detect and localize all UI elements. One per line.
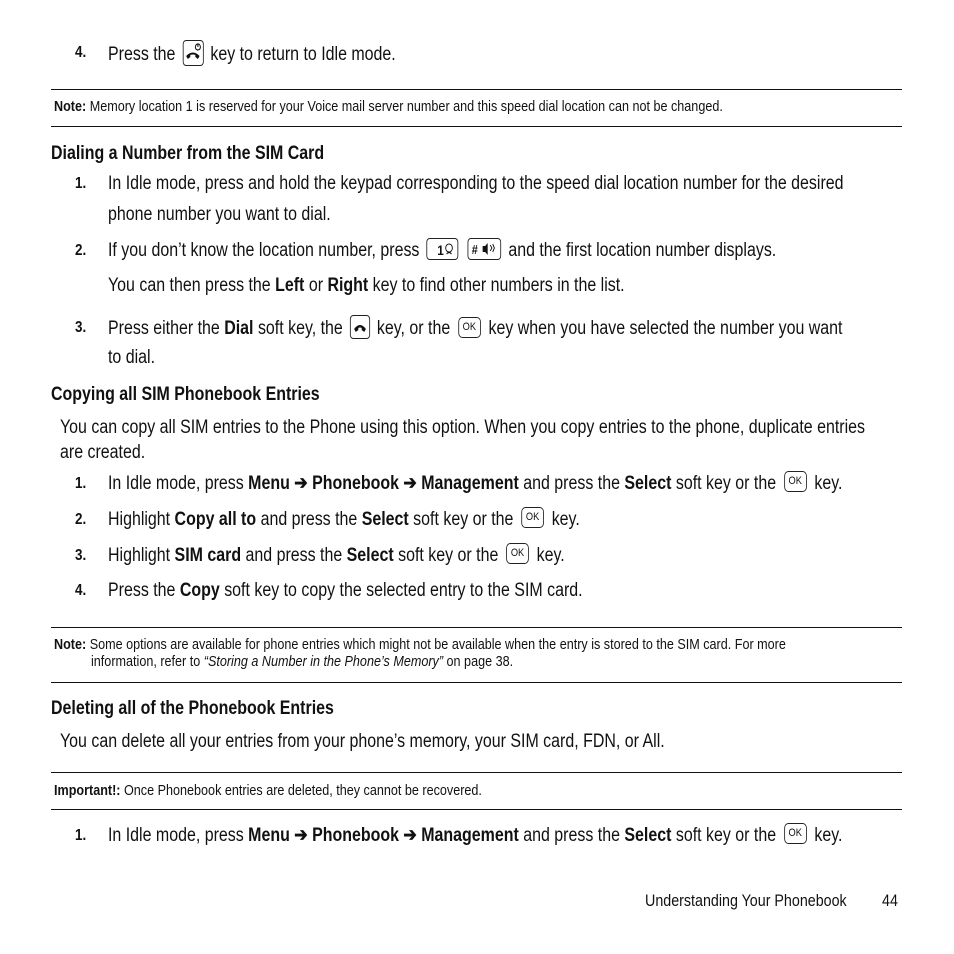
send-key-icon — [350, 315, 370, 339]
step-text: In Idle mode, press Menu ➔ Phonebook ➔ Management and press the Select soft key or the OK key. — [108, 473, 843, 494]
section-intro: You can copy all SIM entries to the Phone using this option. When you copy entries to the phone, duplicate entries — [60, 417, 866, 438]
step-number: 3. — [75, 547, 87, 564]
page-reference-link: “Storing a Number in the Phone’s Memory” — [203, 653, 444, 670]
divider — [51, 627, 902, 628]
one-key-icon — [426, 238, 458, 260]
step-text: In Idle mode, press and hold the keypad corresponding to the speed dial location number for the desired — [108, 173, 844, 194]
step-text: Press the Copy soft key to copy the selected entry to the SIM card. — [108, 580, 583, 601]
divider — [51, 772, 902, 773]
page-number: 44 — [882, 891, 898, 910]
ok-key-icon: OK — [458, 317, 481, 338]
step-text: phone number you want to dial. — [108, 204, 331, 225]
step-number: 2. — [75, 242, 87, 259]
divider — [51, 126, 902, 127]
step-number: 1. — [75, 175, 87, 192]
step-text: Press either the Dial soft key, the key, or the OK key when you have selected the number you want — [108, 317, 954, 341]
step-text: Press the key to return to Idle mode. — [108, 42, 451, 68]
note-sim-options-continued: information, refer to “Storing a Number in the Phone’s Memory” on page 38. — [91, 653, 514, 670]
ok-key-icon: OK — [784, 823, 807, 844]
divider — [51, 682, 902, 683]
step-number: 3. — [75, 319, 87, 336]
svg-text:1: 1 — [437, 242, 444, 259]
step-text: Highlight Copy all to and press the Select soft key or the OK key. — [108, 509, 580, 530]
section-heading: Deleting all of the Phonebook Entries — [51, 698, 334, 719]
ok-key-icon: OK — [521, 507, 544, 528]
svg-text:#: # — [471, 242, 479, 258]
hash-key-icon — [468, 238, 502, 260]
end-key-icon — [182, 40, 203, 66]
ok-key-icon: OK — [784, 471, 807, 492]
step-number: 4. — [75, 44, 87, 61]
footer-title: Understanding Your Phonebook — [645, 891, 847, 910]
ok-key-icon: OK — [506, 543, 529, 564]
note-sim-options: Note: Some options are available for phone entries which might not be available when the entry is stored to the SIM card. For more — [54, 636, 786, 653]
step-text: to dial. — [108, 347, 156, 368]
divider — [51, 89, 902, 90]
step-number: 1. — [75, 827, 87, 844]
step-text: Highlight SIM card and press the Select soft key or the OK key. — [108, 545, 565, 566]
note-memory-location: Note: Memory location 1 is reserved for your Voice mail server number and this speed dial location can not be changed. — [54, 98, 723, 115]
step-number: 2. — [75, 511, 87, 528]
step-text: If you don’t know the location number, press 1 # and the first location number displays. — [108, 240, 904, 262]
step-text: In Idle mode, press Menu ➔ Phonebook ➔ Management and press the Select soft key or the OK key. — [108, 825, 843, 846]
section-heading: Dialing a Number from the SIM Card — [51, 143, 325, 164]
section-heading: Copying all SIM Phonebook Entries — [51, 384, 320, 405]
step-number: 4. — [75, 582, 87, 599]
step-number: 1. — [75, 475, 87, 492]
divider — [51, 809, 902, 810]
section-intro: You can delete all your entries from your phone’s memory, your SIM card, FDN, or All. — [60, 731, 665, 752]
important-note: Important!: Once Phonebook entries are deleted, they cannot be recovered. — [54, 782, 482, 799]
section-intro: are created. — [60, 442, 146, 463]
step-text: You can then press the Left or Right key to find other numbers in the list. — [108, 275, 625, 296]
